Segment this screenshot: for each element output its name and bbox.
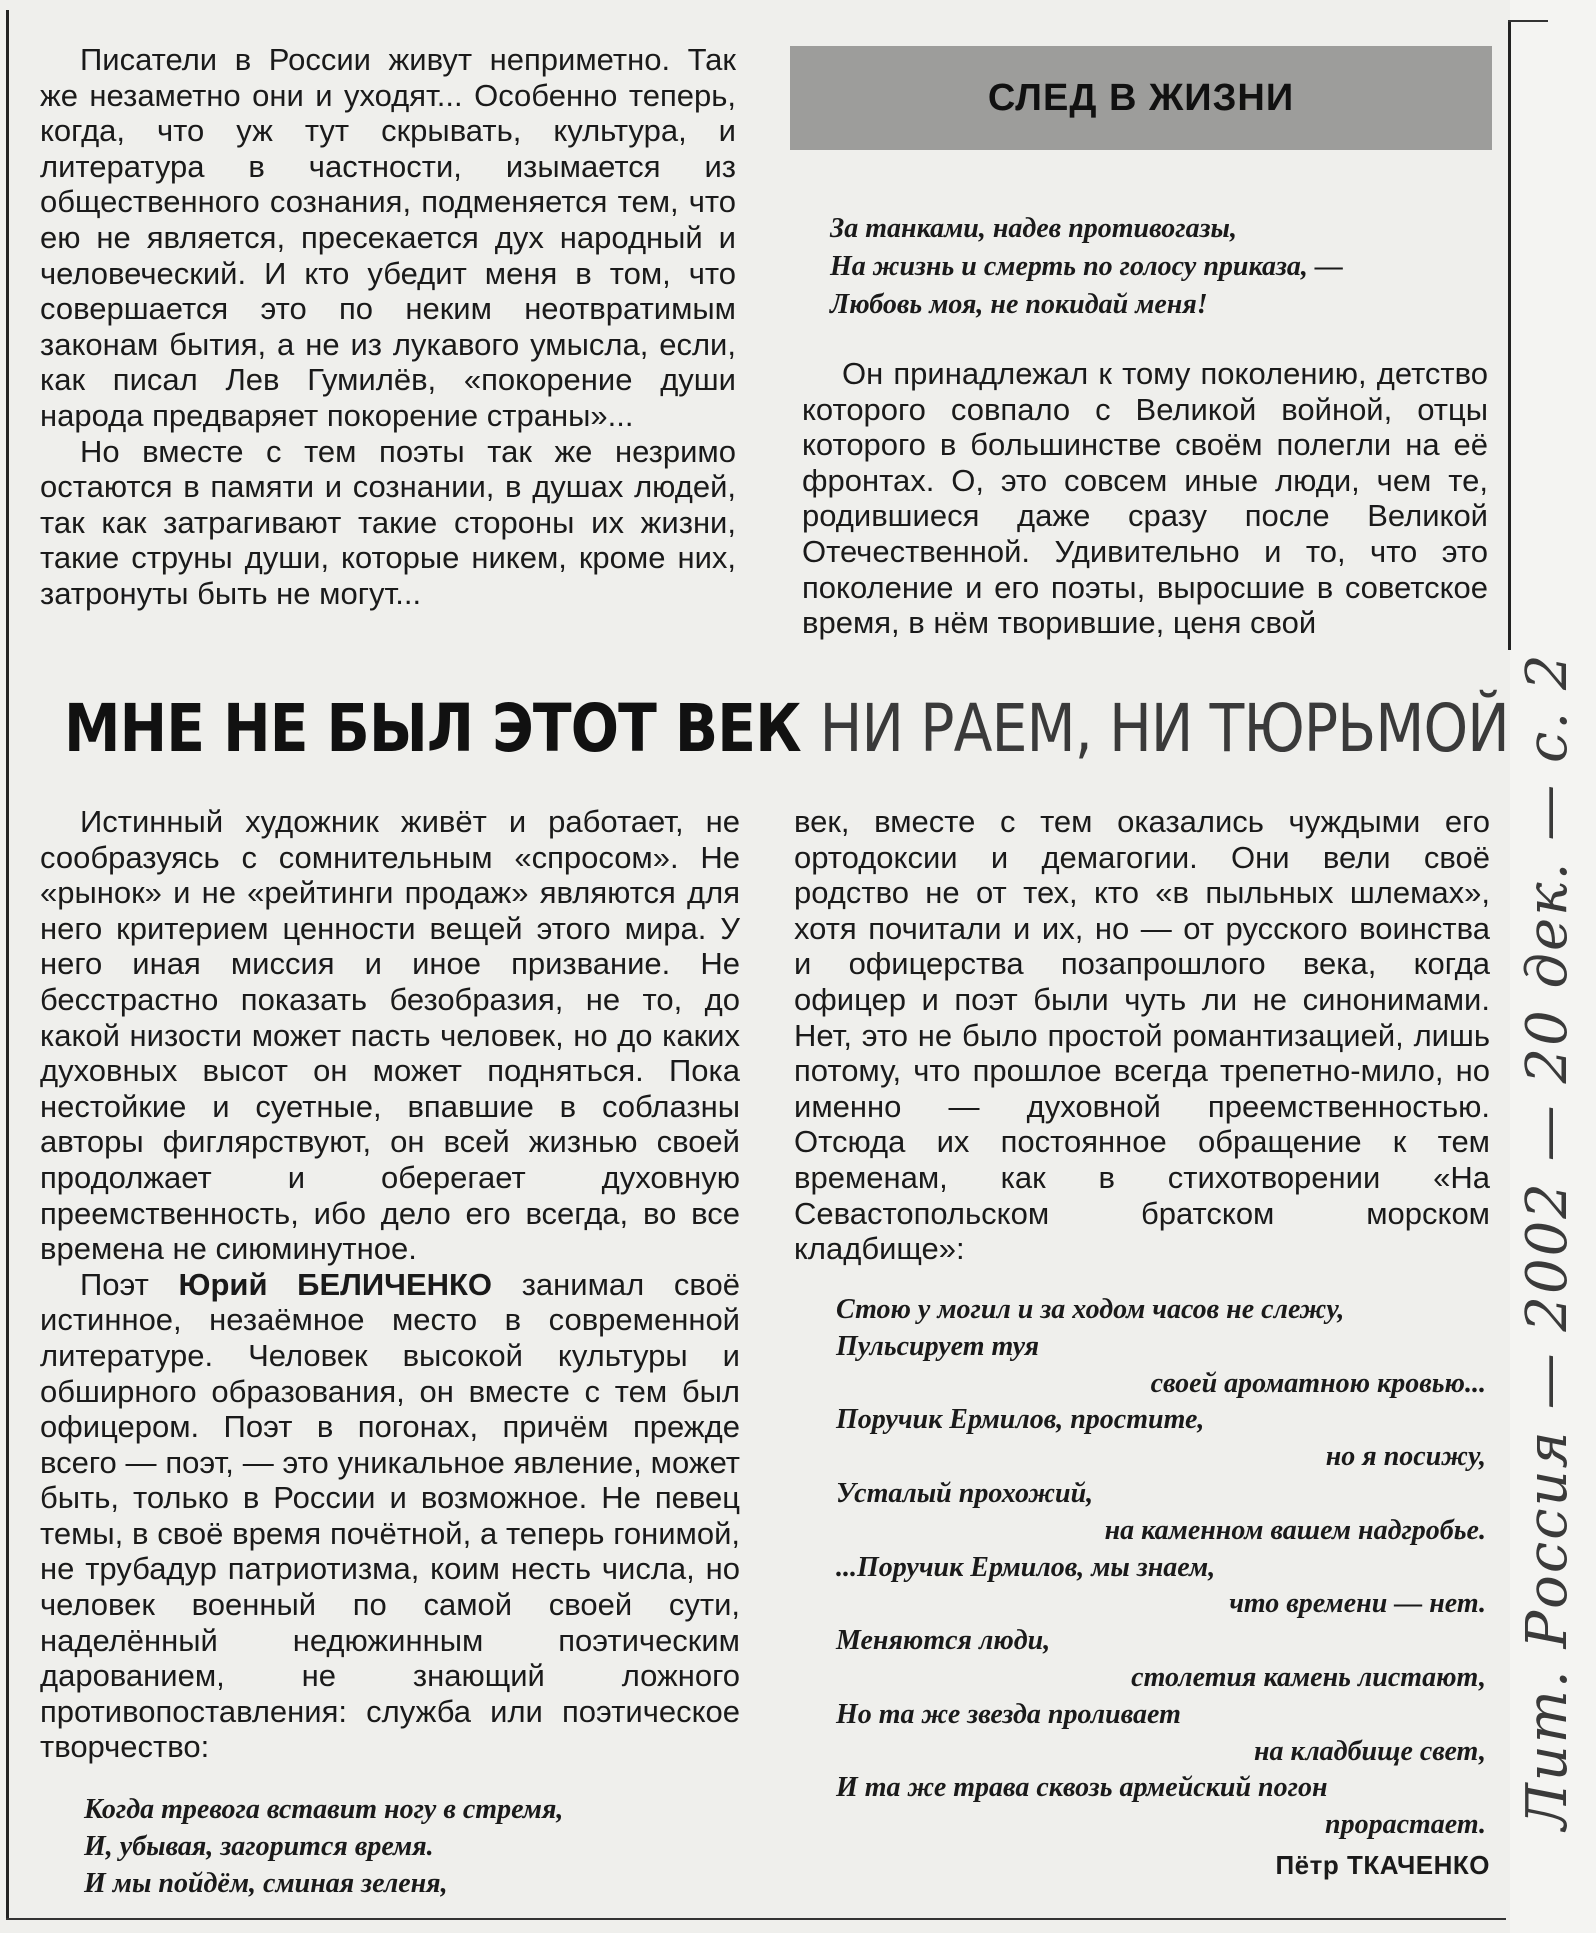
body-paragraph-continued: век, вместе с тем оказались чуждыми его ортодоксии и демагогии. Они вели своё родство не от тех, кто «в пыльных шлемах», хотя почитали и их, но — от русского воинства и офицерства позапрошлого века, когда офицер и поэт были чуть ли не синонимами. Нет, это не было простой романтизацией, лишь потому, что прошлое всегда трепетно-мило, но именно — духовной преемственностью. Отсюда их постоянное обращение к тем временам, как в стихотворении «На Севастопольском братском морском кладбище»:	[794, 804, 1490, 1267]
paragraph-lead: Поэт	[80, 1266, 149, 1302]
article-author: Пётр ТКАЧЕНКО	[1275, 1850, 1490, 1880]
poem-line: Стою у могил и за ходом часов не слежу,	[836, 1294, 1345, 1325]
epigraph-line: Любовь моя, не покидай меня!	[830, 289, 1208, 320]
poem-line: Пульсирует туя	[836, 1330, 1040, 1362]
body-paragraph-1: Истинный художник живёт и работает, не сообразуясь с сомнительным «спросом». Не «рынок» и не «рейтинги продаж» являются для него критерием ценности вещей этого мира. У него иная миссия и иное призвание. Не бесстрастно показать безобразия, не то, до какой низости может пасть человек, но до каких духовных высот он может подняться. Пока нестойкие и суетные, впавшие в соблазны авторы фиглярствуют, он всей жизнью своей продолжает и оберегает духовную преемственность, ибо дело его всегда, во все времена не сиюминутное.	[40, 804, 740, 1267]
intro-paragraph-1: Писатели в России живут неприметно. Так же незаметно они и уходят... Особенно теперь, когда, что уж тут скрывать, культура, и литература в частности, изымается из общественного сознания, подменяется тем, что ею не является, пресекается дух народный и человеческий. И кто убедит меня в том, что совершается это по неким неотвратимым законам бытия, а не из лукавого умысла, если, как писал Лев Гумилёв, «покорение души народа предваряет покорение страны»...	[40, 42, 736, 433]
bottom-left-column	[40, 804, 740, 1765]
body-paragraph-2	[40, 1267, 740, 1765]
poem-line: Усталый прохожий,	[836, 1477, 1094, 1509]
poem-line: своей ароматною кровью...	[1150, 1367, 1486, 1399]
poem-line: что времени — нет.	[1229, 1588, 1486, 1620]
paragraph-rest: занимал своё истинное, незаёмное место в современной литературе. Человек высокой культуры и обширного образования, он вместе с тем был офицером. Поэт в погонах, причём прежде всего — поэт, — это уникальное явление, может быть, только в России и возможное. Не певец темы, в своё время почётной, а теперь гонимой, не трубадур патриотизма, коим несть числа, но человек военный по самой своей сути, наделённый недюжинным поэтическим дарованием, не знающий ложного противопоставления: служба или поэтическое творчество:	[40, 1266, 740, 1765]
poem-line: Поручик Ермилов, простите,	[836, 1404, 1205, 1436]
poem-line: но я посижу,	[1325, 1441, 1486, 1473]
rubric-title: СЛЕД В ЖИЗНИ	[987, 76, 1295, 119]
headline-part-1: МНЕ НЕ БЫЛ ЭТОТ ВЕК	[64, 690, 801, 767]
poet-name: Юрий БЕЛИЧЕНКО	[178, 1266, 493, 1302]
epigraph-line: За танками, надев противогазы,	[830, 213, 1237, 244]
poem-line: на кладбище свет,	[1254, 1735, 1486, 1767]
epigraph	[830, 210, 1470, 324]
poem-line: прорастает.	[1325, 1809, 1486, 1841]
rubric-box	[790, 46, 1492, 150]
bottom-border-rule	[6, 1918, 1506, 1920]
poem-left	[84, 1792, 724, 1902]
poem-line: столетия камень листают,	[1131, 1661, 1486, 1693]
right-border-rule	[1508, 20, 1511, 650]
handwritten-note: Лит. Россия — 2002 — 20 дек. — с. 2	[1515, 652, 1580, 1830]
bottom-right-column	[794, 804, 1490, 1267]
epigraph-line: На жизнь и смерть по голосу приказа, —	[830, 251, 1343, 282]
poem-line: И мы пойдём, сминая зеленя,	[84, 1867, 448, 1899]
article-headline	[64, 690, 1509, 790]
intro-paragraph-2: Но вместе с тем поэты так же незримо остаются в памяти и сознании, в душах людей, так как затрагивают такие стороны их жизни, такие струны души, которые никем, кроме них, затронуты быть не могут...	[40, 433, 736, 611]
top-corner-rule	[1508, 20, 1548, 22]
poem-line: Но та же звезда проливает	[836, 1698, 1181, 1730]
poem-right	[836, 1292, 1486, 1844]
poem-line: Когда тревога вставит ногу в стремя,	[84, 1794, 564, 1825]
poem-line: Меняются люди,	[836, 1625, 1051, 1657]
left-border-rule	[6, 10, 9, 1920]
poem-line: И, убывая, загорится время.	[84, 1830, 434, 1862]
poem-line: ...Поручик Ермилов, мы знаем,	[836, 1551, 1216, 1583]
right-top-paragraph: Он принадлежал к тому поколению, детство которого совпало с Великой войной, отцы которого в большинстве своём полегли на её фронтах. О, это совсем иные люди, чем те, родившиеся даже сразу после Великой Отечественной. Удивительно и то, что это поколение и его поэты, выросшие в советское время, в нём творившие, ценя свой	[802, 356, 1488, 641]
intro-column	[40, 42, 736, 612]
headline-part-2: НИ РАЕМ, НИ ТЮРЬМОЙ	[819, 690, 1509, 767]
poem-line: И та же трава сквозь армейский погон	[836, 1772, 1328, 1804]
right-top-column	[802, 356, 1488, 641]
poem-line: на каменном вашем надгробье.	[1104, 1514, 1486, 1546]
